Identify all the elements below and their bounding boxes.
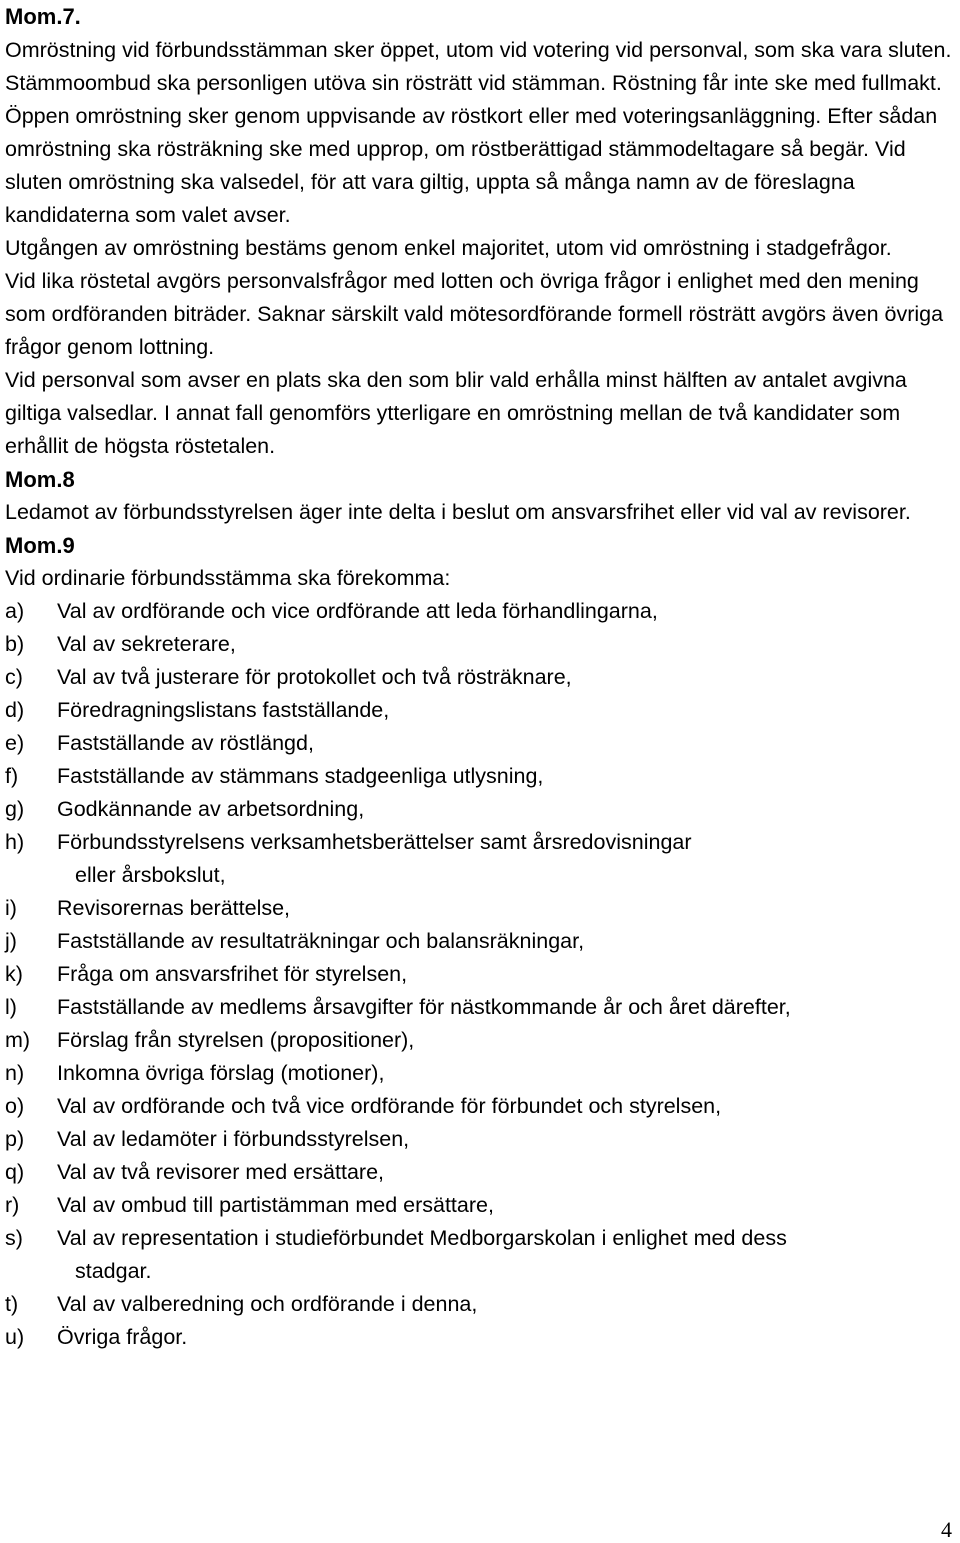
list-item [5,1090,955,1123]
list-item [5,1222,955,1288]
list-item-text: Övriga frågor. [57,1325,188,1349]
list-item-text: Val av två revisorer med ersättare, [57,1160,385,1184]
paragraph: Omröstning vid förbundsstämman sker öppet, utom vid votering vid personval, som ska vara sluten. Stämmoombud ska personligen utöva sin rösträtt vid stämman. Röstning får inte ske med fullmakt. [5,38,952,95]
list-item-text: Förslag från styrelsen (propositioner), [57,1028,415,1052]
list-item-text: Val av representation i studieförbundet Medborgarskolan i enlighet med dess [57,1226,787,1250]
page-number: 4 [941,1517,952,1542]
list-item [5,727,955,760]
list-item-label: h) [5,830,25,854]
list-item-continuation: eller årsbokslut, [75,863,226,887]
list-item-text: Val av ombud till partistämman med ersättare, [57,1193,494,1217]
paragraph: Vid personval som avser en plats ska den som blir vald erhålla minst hälften av antalet avgivna giltiga valsedlar. I annat fall genomförs ytterligare en omröstning mellan de två kandidater som erhållit de högsta röstetalen. [5,368,907,458]
list-item-label: f) [5,764,19,788]
list-item [5,628,955,661]
list-item-label: b) [5,632,25,656]
list-item-label: a) [5,599,25,623]
list-item-label: c) [5,665,23,689]
list-item-label: d) [5,698,25,722]
list-item [5,694,955,727]
list-item-text: Val av sekreterare, [57,632,236,656]
list-item-label: r) [5,1193,20,1217]
list-item [5,661,955,694]
list-item [5,1156,955,1189]
paragraph: Ledamot av förbundsstyrelsen äger inte delta i beslut om ansvarsfrihet eller vid val av revisorer. [5,500,911,524]
list-item-label: e) [5,731,25,755]
list-item-continuation: stadgar. [75,1259,152,1283]
section-heading-mom7: Mom.7. [5,4,81,29]
list-item [5,826,955,892]
list-item [5,925,955,958]
list-item [5,1057,955,1090]
list-item-text: Val av ledamöter i förbundsstyrelsen, [57,1127,410,1151]
list-item-label: p) [5,1127,25,1151]
list-item-text: Inkomna övriga förslag (motioner), [57,1061,385,1085]
section-heading-mom8: Mom.8 [5,467,75,492]
list-item [5,760,955,793]
list-item-text: Revisorernas berättelse, [57,896,291,920]
list-item-label: q) [5,1160,25,1184]
paragraph: Öppen omröstning sker genom uppvisande av röstkort eller med voteringsanläggning. Efter sådan omröstning ska rösträkning ske med upprop, om röstberättigad stämmodeltagare så begär. Vid sluten omröstning ska valsedel, för att vara giltig, uppta så många namn av de föreslagna kandidaterna som valet avser. [5,104,938,227]
list-item-text: Val av ordförande och två vice ordförande för förbundet och styrelsen, [57,1094,722,1118]
list-item [5,1024,955,1057]
list-item-label: k) [5,962,23,986]
list-item-text: Förbundsstyrelsens verksamhetsberättelser samt årsredovisningar [57,830,692,854]
list-item [5,991,955,1024]
paragraph: Utgången av omröstning bestäms genom enkel majoritet, utom vid omröstning i stadgefrågor. [5,236,892,260]
list-item-text: Föredragningslistans fastställande, [57,698,390,722]
list-item-text: Fastställande av stämmans stadgeenliga utlysning, [57,764,544,788]
list-item-label: g) [5,797,25,821]
list-item [5,1123,955,1156]
list-item-label: j) [5,929,17,953]
list-item-label: o) [5,1094,25,1118]
list-intro: Vid ordinarie förbundsstämma ska förekomma: [5,566,451,590]
list-item-label: u) [5,1325,25,1349]
list-item-label: i) [5,896,17,920]
list-item-label: l) [5,995,17,1019]
list-item [5,595,955,628]
list-item-text: Fastställande av röstlängd, [57,731,314,755]
list-item-label: s) [5,1226,23,1250]
list-item-text: Val av två justerare för protokollet och två rösträknare, [57,665,572,689]
list-item-text: Godkännande av arbetsordning, [57,797,365,821]
list-item-label: t) [5,1292,19,1316]
list-item-text: Fråga om ansvarsfrihet för styrelsen, [57,962,408,986]
agenda-list [5,595,955,1354]
paragraph: Vid lika röstetal avgörs personvalsfrågor med lotten och övriga frågor i enlighet med den mening som ordföranden biträder. Saknar särskilt vald mötesordförande formell rösträtt avgörs även övriga frågor genom lottning. [5,269,944,359]
section-heading-mom9: Mom.9 [5,533,75,558]
list-item-label: m) [5,1028,31,1052]
list-item-text: Fastställande av resultaträkningar och balansräkningar, [57,929,585,953]
list-item [5,793,955,826]
list-item-label: n) [5,1061,25,1085]
list-item [5,1189,955,1222]
list-item [5,1321,955,1354]
list-item [5,1288,955,1321]
list-item [5,892,955,925]
document-page [5,0,955,1354]
list-item-text: Val av valberedning och ordförande i denna, [57,1292,478,1316]
list-item-text: Fastställande av medlems årsavgifter för nästkommande år och året därefter, [57,995,791,1019]
list-item-text: Val av ordförande och vice ordförande att leda förhandlingarna, [57,599,658,623]
list-item [5,958,955,991]
